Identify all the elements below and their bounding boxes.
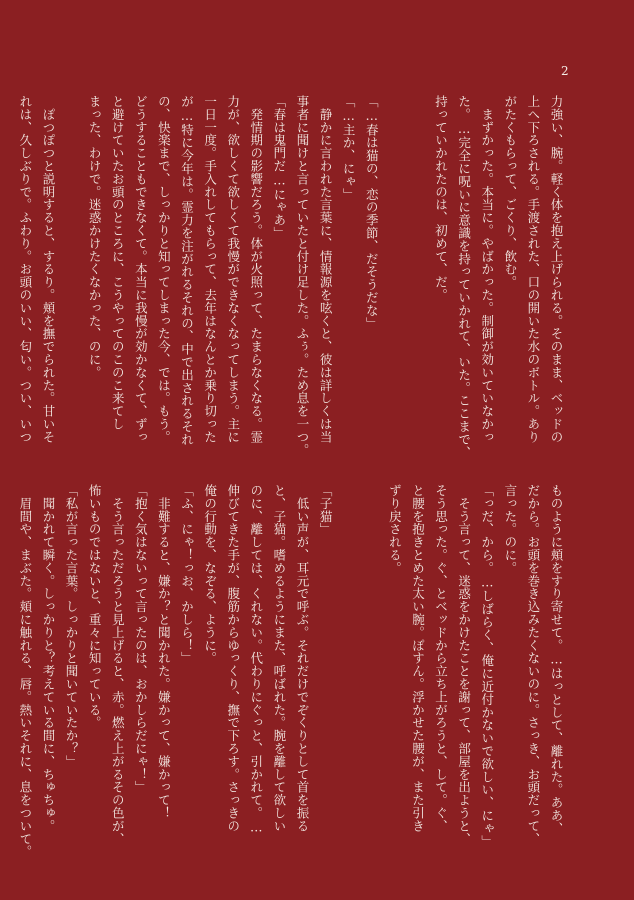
text-line: そう言っただろうと見上げると、赤。燃え上がるその色が、 — [110, 484, 126, 846]
text-line: 伸びてきた手が、腹筋からゆっくり、撫で下ろす。さっきの — [225, 484, 241, 833]
text-line: と避けていたお頭のところに、こうやってのこのこ来てし — [110, 95, 126, 431]
text-line: 発情期の影響だろう。体が火照って、たまらなくなる。霊 — [248, 95, 264, 444]
text-line: 「ふ、にゃ！っお、かしら！」 — [179, 484, 195, 665]
text-line: そう思った。ぐ、とベッドから立ち上がろうと、して。ぐ、 — [433, 484, 449, 833]
text-line: まずかった。本当に。やばかった。制御が効いていなかっ — [479, 95, 495, 444]
text-line: 持っていかれたのは、初めて、だ。 — [433, 95, 449, 302]
text-line — [383, 95, 406, 453]
text-line: ずり戻される。 — [387, 484, 403, 575]
text-line: 非難すると、嫌か？と聞かれた。嫌かって、嫌かって！ — [156, 484, 172, 820]
text-line: どうすることもできなくて。本当に我慢が効かなくて、ずっ — [133, 95, 149, 444]
text-line: 俺の行動を、なぞる、ように。 — [202, 484, 218, 665]
text-line — [360, 484, 383, 842]
text-line: れは、久しぶりで。ふわり。お頭のいい、匂い。つい、いつ — [17, 95, 33, 444]
text-line: 「っだ、から。…しばらく、俺に近付かないで欲しい、にゃ」 — [479, 484, 495, 848]
text-line: 「子猫」 — [318, 484, 334, 536]
text-line: が…特に今年は。霊力を注がれるそれの、中で出されるそれ — [179, 95, 195, 446]
text-line: 眉間や、まぶた。頬に触れる、唇。熱いそれに、息をついて。 — [17, 484, 33, 859]
lower-text-block — [17, 484, 568, 859]
text-line: ものように頬をすり寄せて。…はっとして、離れた。ああ、 — [549, 484, 564, 835]
text-line: 怖いものではないと、重々に知っている。 — [87, 484, 103, 730]
text-line: のに、離しては、くれない。代わりにぐっと、引かれて。… — [248, 484, 264, 835]
upper-text-block — [17, 95, 568, 459]
text-line: 「…主か、にゃ」 — [341, 95, 357, 201]
text-line: 力が、欲しくて欲しくて我慢ができなくなってしまう。主に — [225, 95, 241, 444]
text-line: だから。お頭を巻き込みたくないのに。さっき、お頭だって、 — [525, 484, 541, 846]
text-line: 「私が言った言葉。しっかりと聞いていたか？」 — [64, 484, 80, 768]
text-line: 力強い、腕。軽く体を抱え上げられる。そのまま、ベッドの — [549, 95, 564, 444]
text-line: 上へ下ろされる。手渡された、口の開いた水のボトル。あり — [525, 95, 541, 444]
text-line: と腰を抱きとめた太い腕。ぽすん。浮かせた腰が、また引き — [410, 484, 426, 833]
text-line: 「春は鬼門だ…にゃあ」 — [271, 95, 287, 240]
text-line: 「…春は猫の、恋の季節、だそうだな」 — [364, 95, 380, 330]
text-line: 「抱く気はないって言ったのは、おかしらだにゃ！」 — [133, 484, 149, 794]
page-number: 2 — [561, 64, 569, 78]
text-line — [60, 95, 83, 453]
text-line: 聞かれて瞬く。しっかりと？考えている間に、ちゅちゅ。 — [40, 484, 56, 833]
text-line: がたくもらって、ごくり、飲む。 — [502, 95, 518, 289]
text-line: まった、わけで。迷惑かけたくなかった、のに。 — [87, 95, 103, 379]
text-line: 低い声が、耳元で呼ぶ。それだけでぞくりとして首を振る — [294, 484, 310, 833]
text-line: た。…完全に呪いに意識を持っていかれて、いた。ここまで、 — [456, 95, 472, 459]
text-line: そう言って、迷惑をかけたことを謝って、部屋を出ようと、 — [456, 484, 472, 846]
text-line: 言った。のに。 — [502, 484, 518, 575]
text-line: 静かに言われた言葉に、情報源を呟くと、彼は詳しくは当 — [318, 95, 334, 444]
text-line: と、子猫。嗜めるようにまた、呼ばれた。腕を離して欲しい — [271, 484, 287, 833]
text-line: 一日一度。手入れしてもらって、去年はなんとか乗り切った — [202, 95, 218, 444]
text-line: の、快楽まで、しっかりと知ってしまった今、では。もう。 — [156, 95, 172, 444]
text-line: 事者に聞けと言っていたと付け足した。ふぅ。ため息を一つ。 — [294, 95, 310, 457]
text-line: ぽつぽつと説明すると、するり。頬を撫でられた。甘いそ — [40, 95, 56, 444]
text-line — [406, 95, 429, 453]
text-line — [337, 484, 360, 842]
